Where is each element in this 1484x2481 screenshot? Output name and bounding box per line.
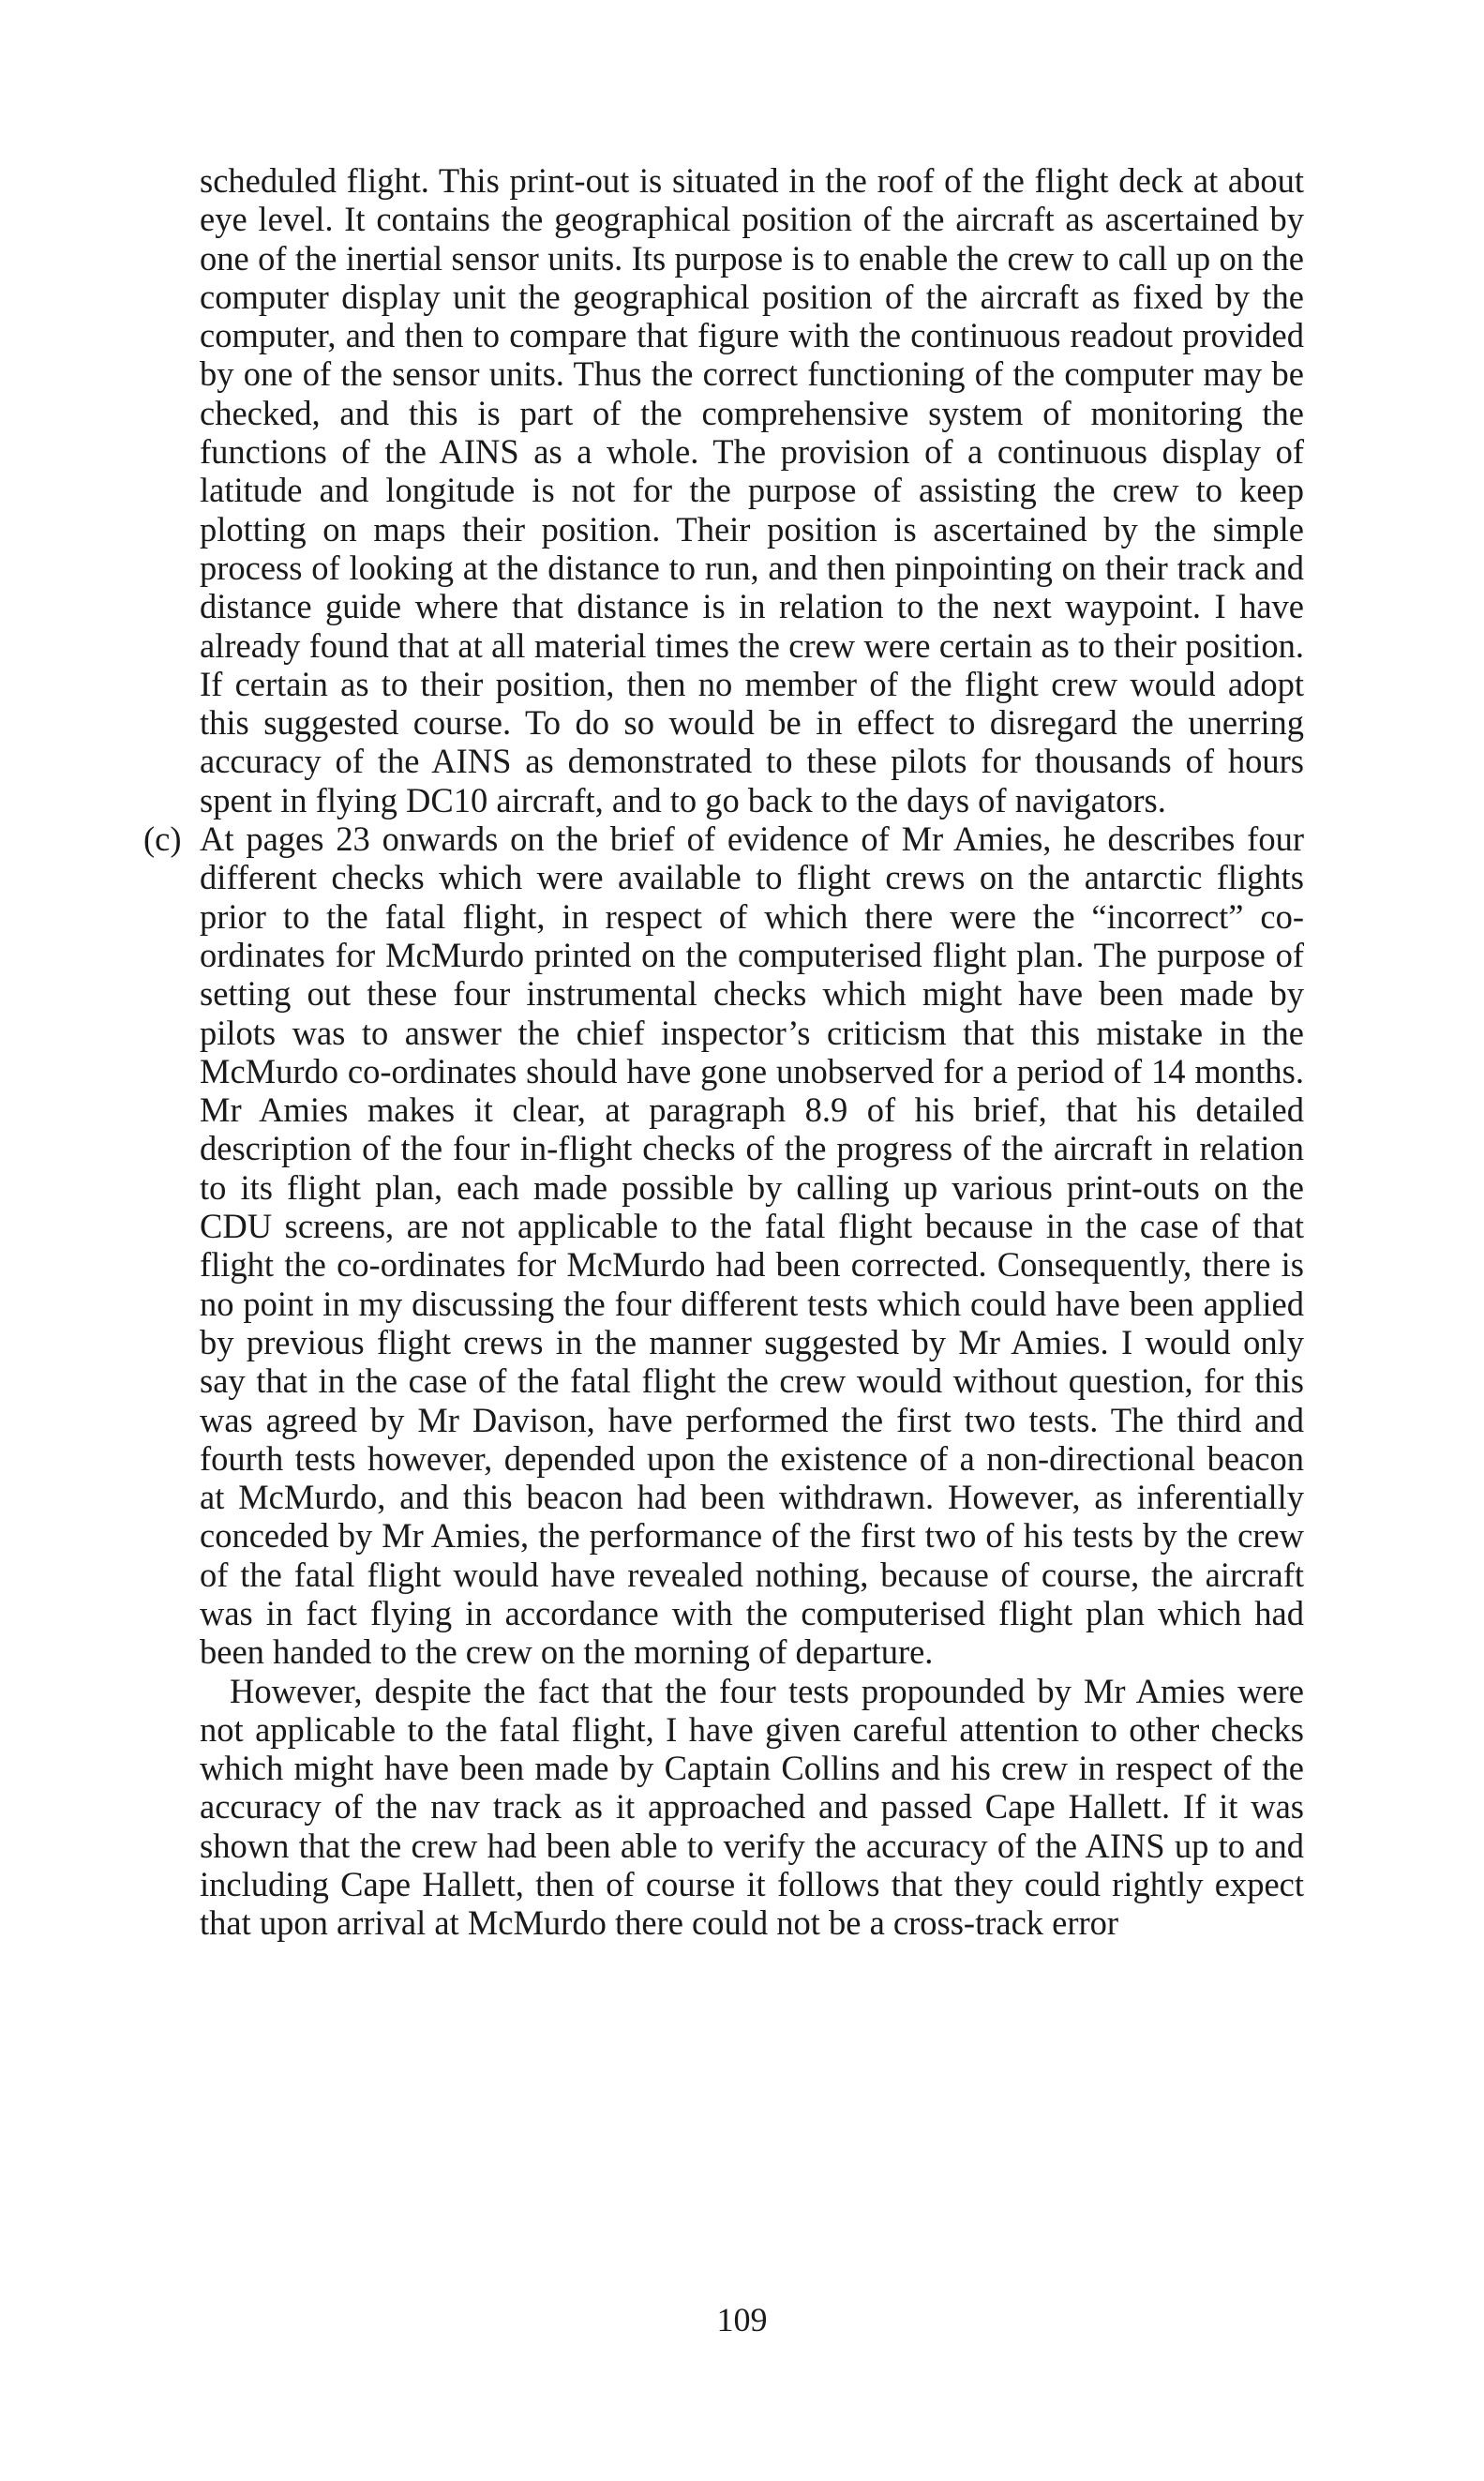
list-marker-c: (c) bbox=[143, 819, 182, 859]
paragraph-b-continued: scheduled flight. This print-out is situated in the roof of the flight deck at about eye level. It contains the geographical position of the aircraft as ascertained by one of the inertial sensor units. Its purpose is to enable the crew to call up on the computer display unit the geographical position of the aircraft as fixed by the computer, and then to compare that figure with the continuous readout provided by one of the sensor units. Thus the correct functioning of the computer may be checked, and this is part of the comprehensive system of monitoring the functions of the AINS as a whole. The provision of a continuous display of latitude and longitude is not for the purpose of assisting the crew to keep plotting on maps their position. Their position is ascertained by the simple process of looking at the distance to run, and then pinpointing on their track and distance guide where that distance is in relation to the next waypoint. I have already found that at all material times the crew were certain as to their position. If certain as to their position, then no member of the flight crew would adopt this suggested course. To do so would be in effect to disregard the unerring accuracy of the AINS as demonstrated to these pilots for thousands of hours spent in flying DC10 aircraft, and to go back to the days of navigators. bbox=[200, 161, 1304, 819]
page-number: 109 bbox=[716, 2301, 768, 2338]
paragraph-however: However, despite the fact that the four tests propounded by Mr Amies were not applicable to the fatal flight, I have given careful attention to other checks which might have been made by Captain Collins and his crew in respect of the accuracy of the nav track as it approached and passed Cape Hallett. If it was shown that the crew had been able to verify the accuracy of the AINS up to and including Cape Hallett, then of course it follows that they could rightly expect that upon arrival at McMurdo there could not be a cross-track error bbox=[200, 1671, 1304, 1943]
list-item-c bbox=[143, 819, 1304, 1672]
body-text bbox=[143, 161, 1304, 1943]
paragraph-c: At pages 23 onwards on the brief of evidence of Mr Amies, he describes four different checks which were available to flight crews on the antarctic flights prior to the fatal flight, in respect of which there were the “incorrect” co-ordinates for McMurdo printed on the computerised flight plan. The purpose of setting out these four instrumental checks which might have been made by pilots was to answer the chief inspector’s criticism that this mistake in the McMurdo co-ordinates should have gone unobserved for a period of 14 months. Mr Amies makes it clear, at paragraph 8.9 of his brief, that his detailed description of the four in-flight checks of the progress of the aircraft in relation to its flight plan, each made possible by calling up various print-outs on the CDU screens, are not applicable to the fatal flight because in the case of that flight the co-ordinates for McMurdo had been corrected. Consequently, there is no point in my discussing the four different tests which could have been applied by previous flight crews in the manner suggested by Mr Amies. I would only say that in the case of the fatal flight the crew would without question, for this was agreed by Mr Davison, have performed the first two tests. The third and fourth tests however, depended upon the existence of a non-directional beacon at McMurdo, and this beacon had been withdrawn. However, as inferentially conceded by Mr Amies, the performance of the first two of his tests by the crew of the fatal flight would have revealed nothing, because of course, the aircraft was in fact flying in accordance with the computerised flight plan which had been handed to the crew on the morning of departure. bbox=[200, 819, 1304, 1672]
